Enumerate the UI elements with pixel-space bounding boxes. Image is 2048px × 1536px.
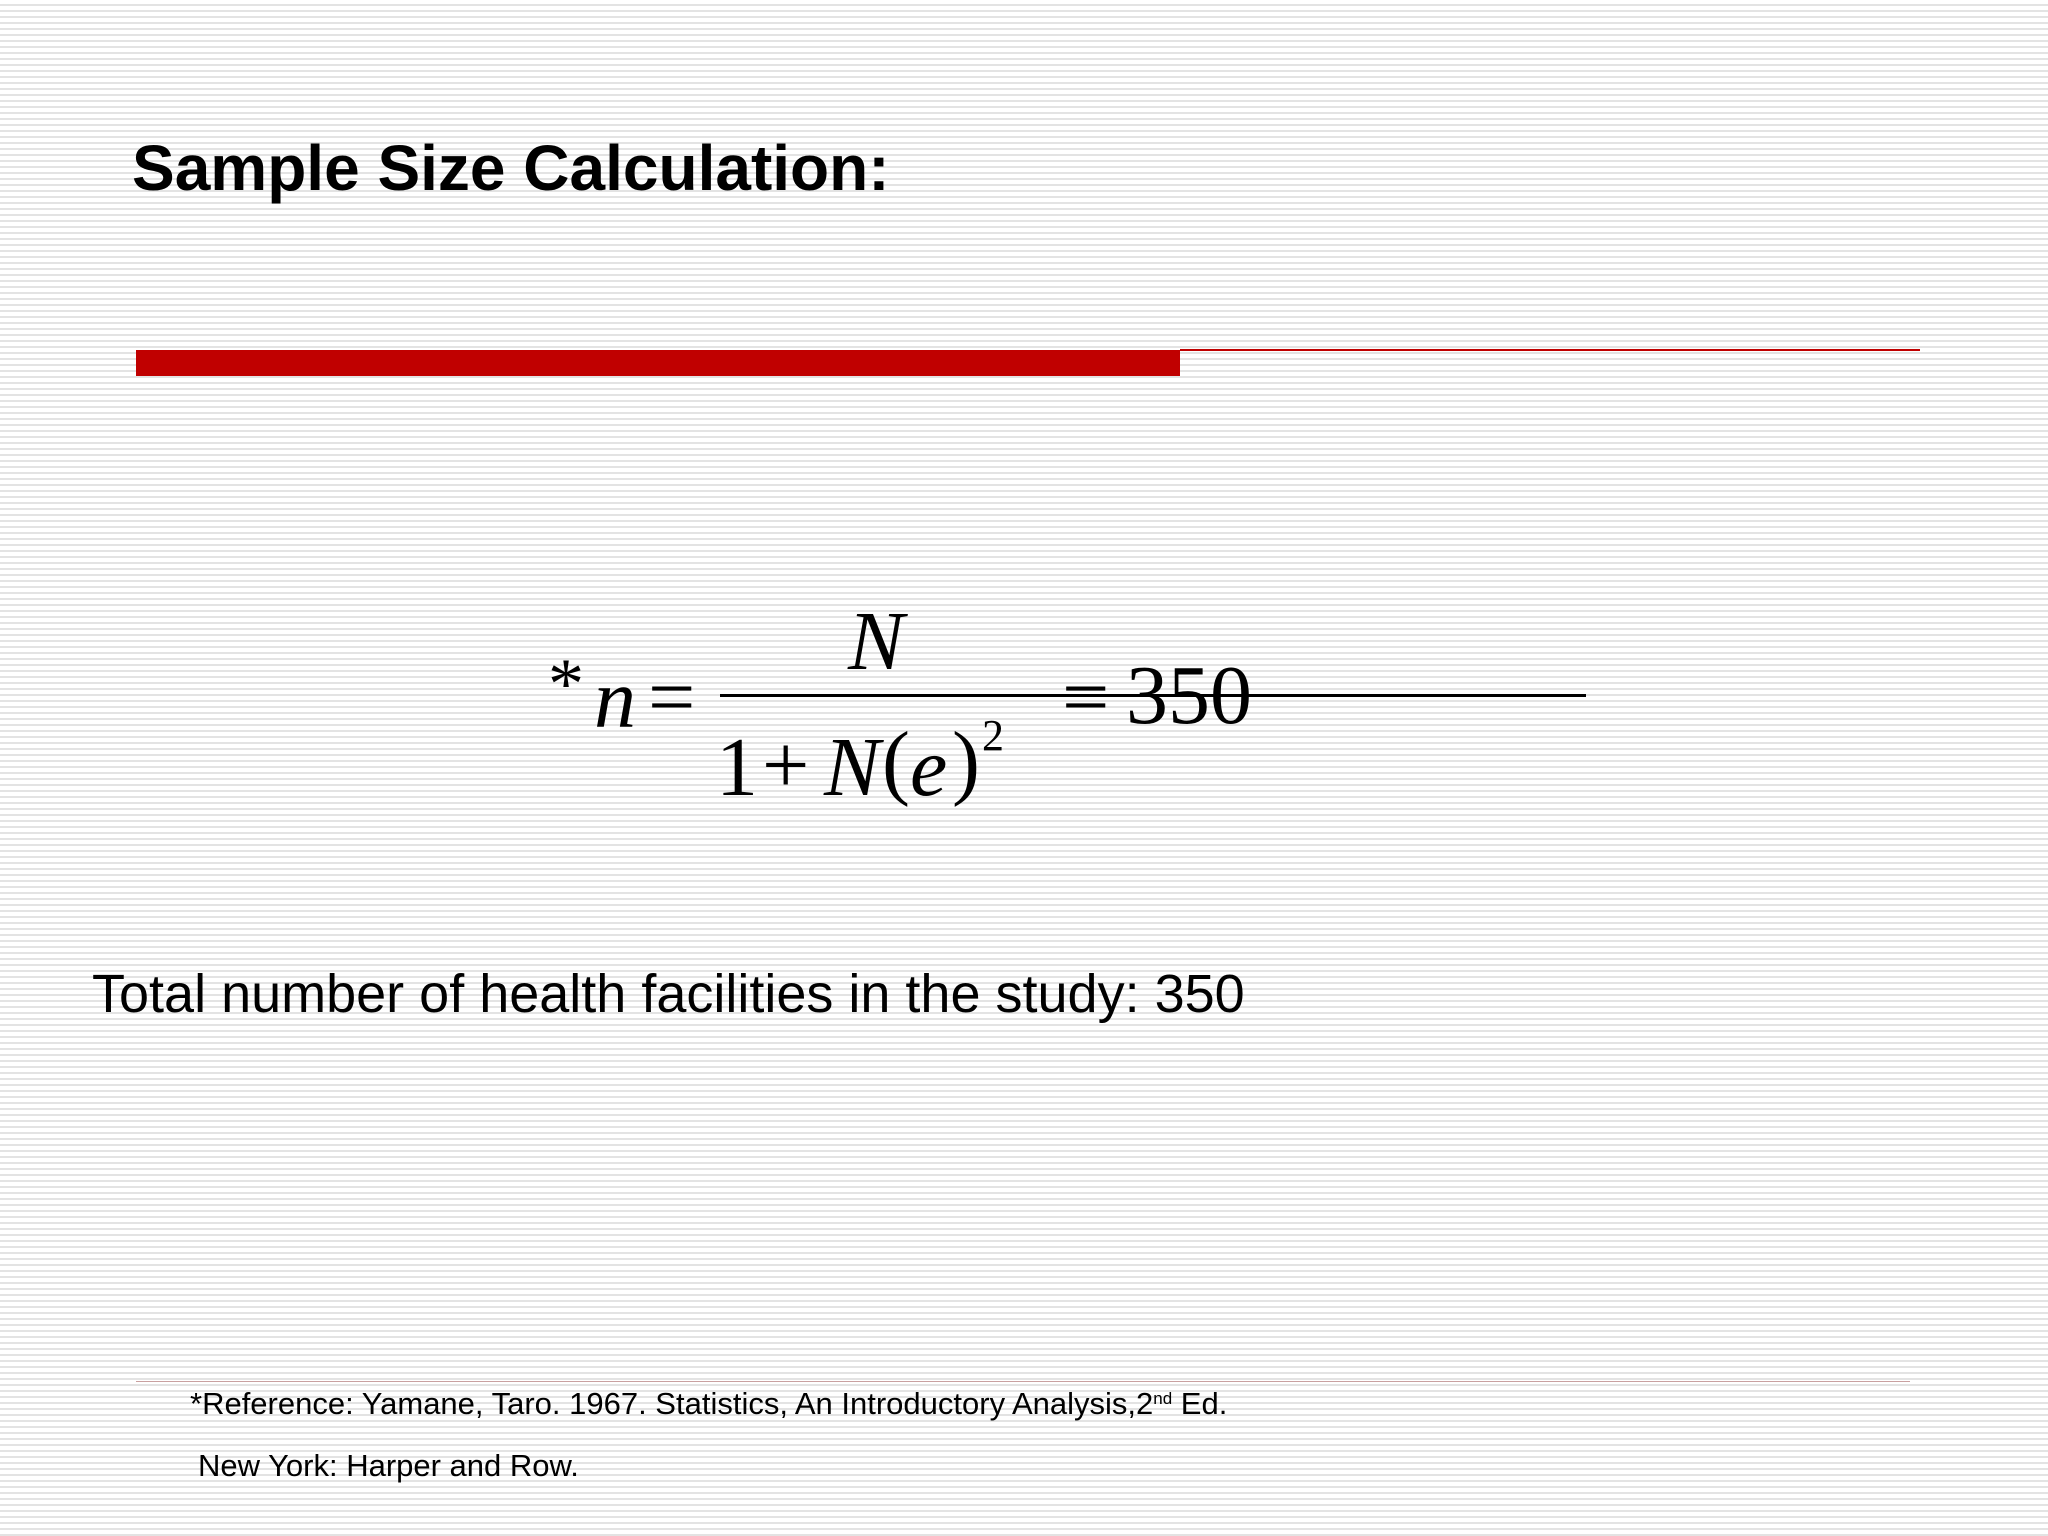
formula-asterisk: * (548, 644, 584, 724)
formula-equals-sign: = (648, 651, 696, 744)
formula-denominator-one: 1 (716, 721, 758, 814)
reference-text-start: *Reference: Yamane, Taro. 1967. Statistics, An Introductory Analysis,2 (190, 1386, 1154, 1421)
reference-superscript: nd (1153, 1389, 1173, 1408)
formula-denominator-plus: + (762, 719, 810, 812)
formula-result: 350 (1126, 649, 1252, 742)
formula-denominator-exponent: 2 (982, 711, 1004, 760)
reference-line-1 (190, 1386, 1227, 1422)
reference-text-end: Ed. (1172, 1386, 1228, 1421)
formula-result-equals-sign: = (1062, 651, 1110, 744)
footer-divider (136, 1381, 1910, 1382)
formula-denominator-close-paren: ) (952, 715, 980, 808)
title-accent-bar (136, 350, 1180, 376)
formula-lhs-n: n (594, 653, 636, 746)
formula-denominator-e: e (910, 721, 948, 814)
reference-line-2: New York: Harper and Row. (198, 1448, 579, 1483)
formula-numerator: N (848, 595, 905, 688)
total-facilities-text: Total number of health facilities in the study: 350 (92, 964, 1245, 1024)
formula-denominator-open-paren: ( (882, 715, 910, 808)
sample-size-formula (540, 590, 1260, 820)
formula-denominator-N: N (824, 721, 881, 814)
slide-title: Sample Size Calculation: (132, 132, 890, 204)
title-accent-line (1180, 349, 1920, 351)
